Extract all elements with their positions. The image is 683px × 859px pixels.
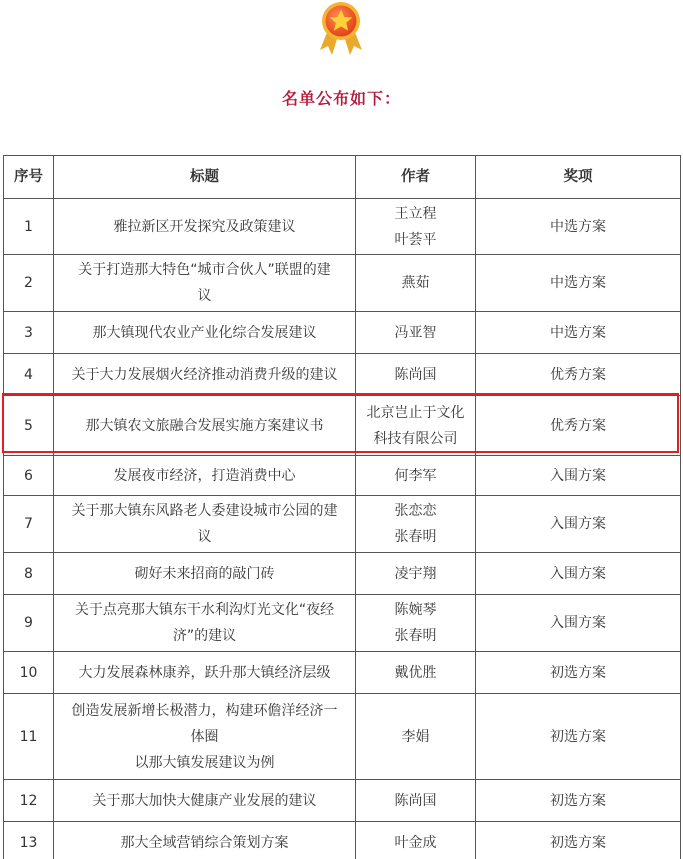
row-index: 5 <box>4 396 54 456</box>
award-list-table <box>3 155 681 859</box>
row-award: 入围方案 <box>476 595 681 652</box>
table-row <box>4 553 681 595</box>
row-index: 9 <box>4 595 54 652</box>
table-row <box>4 595 681 652</box>
row-author: 北京岂止于文化 科技有限公司 <box>356 396 476 456</box>
row-title: 发展夜市经济，打造消费中心 <box>54 456 356 496</box>
column-header-title: 标题 <box>54 156 356 199</box>
row-award: 入围方案 <box>476 496 681 553</box>
row-award: 初选方案 <box>476 780 681 822</box>
row-index: 11 <box>4 694 54 780</box>
row-index: 8 <box>4 553 54 595</box>
row-award: 优秀方案 <box>476 354 681 396</box>
row-author: 何李军 <box>356 456 476 496</box>
table-row <box>4 255 681 312</box>
row-author: 燕茹 <box>356 255 476 312</box>
row-award: 初选方案 <box>476 822 681 859</box>
row-title: 那大镇农文旅融合发展实施方案建议书 <box>54 396 356 456</box>
row-award: 中选方案 <box>476 199 681 255</box>
table-row <box>4 456 681 496</box>
table-row <box>4 652 681 694</box>
row-index: 1 <box>4 199 54 255</box>
table-row <box>4 496 681 553</box>
row-index: 3 <box>4 312 54 354</box>
row-title: 关于打造那大特色“城市合伙人”联盟的建 议 <box>54 255 356 312</box>
row-author: 陈尚国 <box>356 780 476 822</box>
row-author: 凌宇翔 <box>356 553 476 595</box>
row-title: 大力发展森林康养，跃升那大镇经济层级 <box>54 652 356 694</box>
medal-star-icon <box>316 0 366 56</box>
column-header-award: 奖项 <box>476 156 681 199</box>
table-row <box>4 822 681 859</box>
row-title: 关于那大镇东风路老人委建设城市公园的建 议 <box>54 496 356 553</box>
table-row <box>4 396 681 456</box>
row-title: 雅拉新区开发探究及政策建议 <box>54 199 356 255</box>
row-index: 12 <box>4 780 54 822</box>
row-title: 关于那大加快大健康产业发展的建议 <box>54 780 356 822</box>
row-author: 叶金成 <box>356 822 476 859</box>
row-author: 陈尚国 <box>356 354 476 396</box>
row-award: 入围方案 <box>476 456 681 496</box>
row-author: 冯亚智 <box>356 312 476 354</box>
row-index: 10 <box>4 652 54 694</box>
row-title: 关于大力发展烟火经济推动消费升级的建议 <box>54 354 356 396</box>
row-author: 陈婉琴 张春明 <box>356 595 476 652</box>
page-heading: 名单公布如下： <box>281 89 401 108</box>
row-title: 关于点亮那大镇东干水利沟灯光文化“夜经 济”的建议 <box>54 595 356 652</box>
row-title: 创造发展新增长极潜力，构建环儋洋经济一 体圈 以那大镇发展建议为例 <box>54 694 356 780</box>
column-header-author: 作者 <box>356 156 476 199</box>
table-row <box>4 694 681 780</box>
row-award: 优秀方案 <box>476 396 681 456</box>
table-header-row <box>4 156 681 199</box>
row-author: 王立程 叶荟平 <box>356 199 476 255</box>
row-award: 入围方案 <box>476 553 681 595</box>
table-row <box>4 354 681 396</box>
row-author: 张恋恋 张春明 <box>356 496 476 553</box>
row-author: 李娟 <box>356 694 476 780</box>
row-index: 13 <box>4 822 54 859</box>
row-title: 那大镇现代农业产业化综合发展建议 <box>54 312 356 354</box>
row-index: 7 <box>4 496 54 553</box>
column-header-index: 序号 <box>4 156 54 199</box>
row-award: 中选方案 <box>476 312 681 354</box>
table-row <box>4 199 681 255</box>
row-award: 中选方案 <box>476 255 681 312</box>
row-title: 那大全域营销综合策划方案 <box>54 822 356 859</box>
row-author: 戴优胜 <box>356 652 476 694</box>
row-title: 砌好未来招商的敲门砖 <box>54 553 356 595</box>
row-award: 初选方案 <box>476 652 681 694</box>
table-row <box>4 312 681 354</box>
row-index: 6 <box>4 456 54 496</box>
row-index: 2 <box>4 255 54 312</box>
row-award: 初选方案 <box>476 694 681 780</box>
row-index: 4 <box>4 354 54 396</box>
table-row <box>4 780 681 822</box>
